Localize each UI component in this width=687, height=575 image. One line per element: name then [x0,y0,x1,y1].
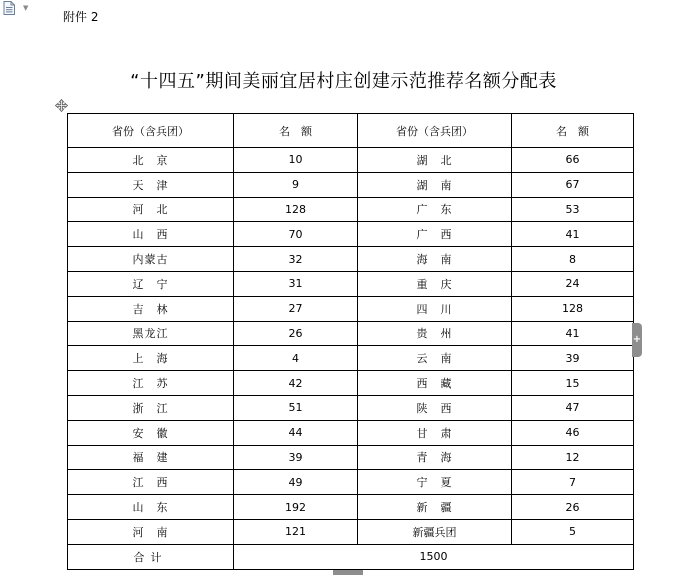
quota-cell: 53 [512,197,634,222]
table-header-row [68,114,634,148]
quota-cell: 51 [234,395,358,420]
dropdown-arrow-icon[interactable]: ▼ [23,4,29,12]
table-row [68,222,634,247]
province-cell: 重 庆 [358,271,512,296]
province-cell: 贵 州 [358,321,512,346]
quota-cell: 12 [512,445,634,470]
table-row [68,197,634,222]
header-quota-right: 名 额 [512,114,634,148]
quota-cell: 128 [234,197,358,222]
province-cell: 江 西 [68,470,234,495]
quota-cell: 26 [234,321,358,346]
province-cell: 广 东 [358,197,512,222]
province-cell: 新疆兵团 [358,519,512,544]
quota-cell: 32 [234,247,358,272]
quota-cell: 39 [234,445,358,470]
province-cell: 湖 北 [358,148,512,173]
table-row [68,271,634,296]
quota-cell: 49 [234,470,358,495]
province-cell: 江 苏 [68,371,234,396]
province-cell: 上 海 [68,346,234,371]
quota-cell: 42 [234,371,358,396]
province-cell: 四 川 [358,296,512,321]
table-row [68,445,634,470]
quota-cell: 31 [234,271,358,296]
quota-cell: 8 [512,247,634,272]
province-cell: 北 京 [68,148,234,173]
quota-cell: 46 [512,420,634,445]
province-cell: 陕 西 [358,395,512,420]
quota-cell: 44 [234,420,358,445]
table-row [68,172,634,197]
quota-cell: 70 [234,222,358,247]
table-total-row [68,544,634,569]
table-row [68,371,634,396]
quota-cell: 4 [234,346,358,371]
table-row [68,296,634,321]
table-row [68,321,634,346]
province-cell: 云 南 [358,346,512,371]
attachment-label: 附件 2 [63,10,99,24]
province-cell: 宁 夏 [358,470,512,495]
province-cell: 西 藏 [358,371,512,396]
province-cell: 福 建 [68,445,234,470]
province-cell: 青 海 [358,445,512,470]
province-cell: 天 津 [68,172,234,197]
total-value: 1500 [234,544,634,569]
header-quota-left: 名 额 [234,114,358,148]
quota-cell: 7 [512,470,634,495]
quota-cell: 41 [512,222,634,247]
quota-cell: 192 [234,495,358,520]
table-row [68,470,634,495]
table-row [68,395,634,420]
province-cell: 河 北 [68,197,234,222]
quota-cell: 39 [512,346,634,371]
quota-cell: 66 [512,148,634,173]
province-cell: 新 疆 [358,495,512,520]
quota-cell: 121 [234,519,358,544]
province-cell: 辽 宁 [68,271,234,296]
table-row [68,495,634,520]
table-row [68,148,634,173]
province-cell: 甘 肃 [358,420,512,445]
province-cell: 黑龙江 [68,321,234,346]
quota-cell: 41 [512,321,634,346]
quota-table [67,113,634,570]
quota-cell: 128 [512,296,634,321]
quota-cell: 27 [234,296,358,321]
quota-cell: 26 [512,495,634,520]
province-cell: 安 徽 [68,420,234,445]
province-cell: 广 西 [358,222,512,247]
province-cell: 浙 江 [68,395,234,420]
total-label: 合计 [68,544,234,569]
table-row [68,519,634,544]
quota-cell: 24 [512,271,634,296]
side-expand-tab[interactable]: + [632,323,642,357]
province-cell: 湖 南 [358,172,512,197]
quota-cell: 5 [512,519,634,544]
quota-cell: 9 [234,172,358,197]
province-cell: 河 南 [68,519,234,544]
header-province-left: 省份（含兵团） [68,114,234,148]
quota-cell: 47 [512,395,634,420]
table-row [68,420,634,445]
quota-cell: 67 [512,172,634,197]
table-row [68,247,634,272]
table-move-handle-icon[interactable] [55,99,68,112]
province-cell: 吉 林 [68,296,234,321]
province-cell: 山 西 [68,222,234,247]
document-title: “十四五”期间美丽宜居村庄创建示范推荐名额分配表 [130,71,557,92]
province-cell: 内蒙古 [68,247,234,272]
province-cell: 海 南 [358,247,512,272]
province-cell: 山 东 [68,495,234,520]
table-row [68,346,634,371]
document-icon[interactable] [3,1,15,15]
quota-cell: 10 [234,148,358,173]
bottom-scroll-tab[interactable] [333,570,363,575]
header-province-right: 省份（含兵团） [358,114,512,148]
quota-cell: 15 [512,371,634,396]
